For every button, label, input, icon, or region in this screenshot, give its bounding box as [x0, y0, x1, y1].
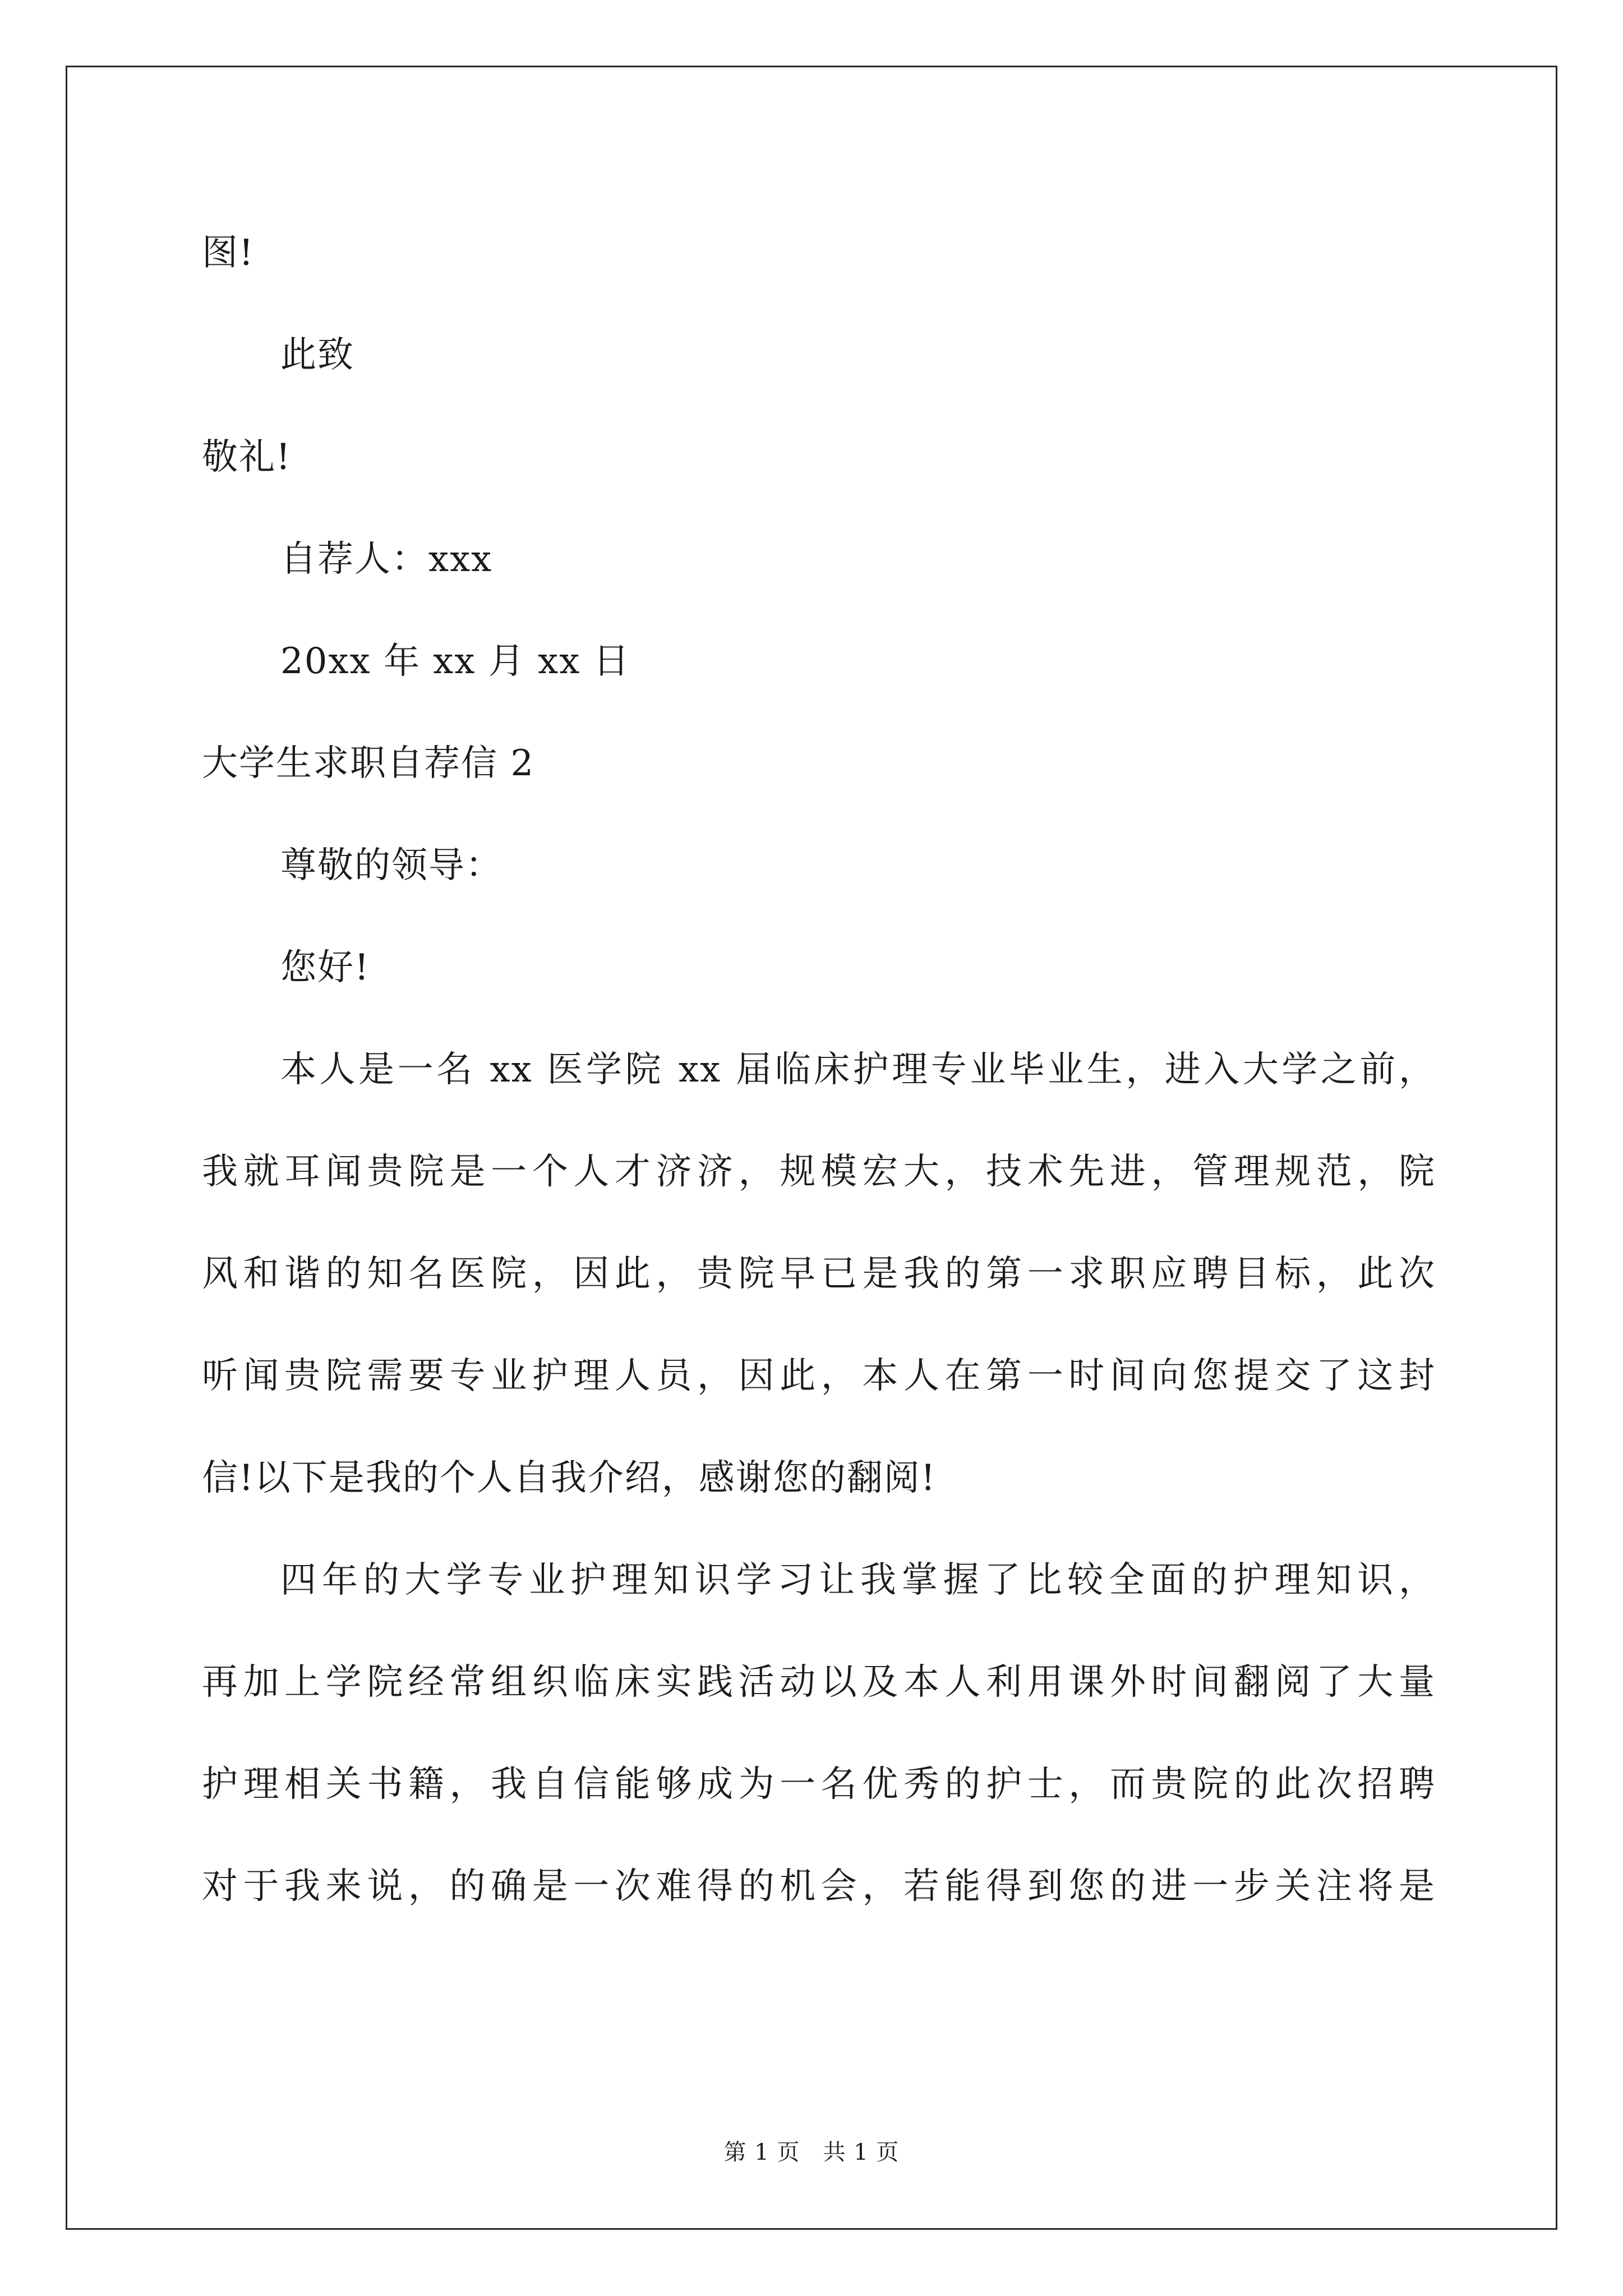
- text-line: 我就耳闻贵院是一个人才济济，规模宏大，技术先进，管理规范，院: [202, 1151, 1436, 1193]
- document-body: [202, 202, 1436, 1938]
- date-line: 20xx 年 xx 月 xx 日: [280, 641, 630, 682]
- signature-line: 自荐人：xxx: [280, 539, 493, 580]
- text-line: 图!: [202, 232, 255, 274]
- text-line: 听闻贵院需要专业护理人员，因此，本人在第一时间向您提交了这封: [202, 1355, 1436, 1397]
- text-line: 四年的大学专业护理知识学习让我掌握了比较全面的护理知识，: [280, 1559, 1436, 1601]
- text-line: 敬礼!: [202, 436, 292, 478]
- text-line: 再加上学院经常组织临床实践活动以及本人利用课外时间翻阅了大量: [202, 1662, 1436, 1703]
- greeting: 您好!: [280, 947, 370, 988]
- section-title: 大学生求职自荐信 2: [202, 743, 535, 784]
- text-line: 本人是一名 xx 医学院 xx 届临床护理专业毕业生，进入大学之前，: [280, 1049, 1436, 1091]
- text-line: 信!以下是我的个人自我介绍，感谢您的翻阅!: [202, 1457, 937, 1499]
- text-line: 此致: [280, 334, 354, 376]
- text-line: 对于我来说，的确是一次难得的机会，若能得到您的进一步关注将是: [202, 1866, 1436, 1907]
- salutation: 尊敬的领导：: [280, 845, 502, 886]
- text-line: 风和谐的知名医院，因此，贵院早已是我的第一求职应聘目标，此次: [202, 1253, 1436, 1295]
- text-line: 护理相关书籍，我自信能够成为一名优秀的护士，而贵院的此次招聘: [202, 1764, 1436, 1805]
- page-number-footer: 第 1 页 共 1 页: [723, 2139, 900, 2165]
